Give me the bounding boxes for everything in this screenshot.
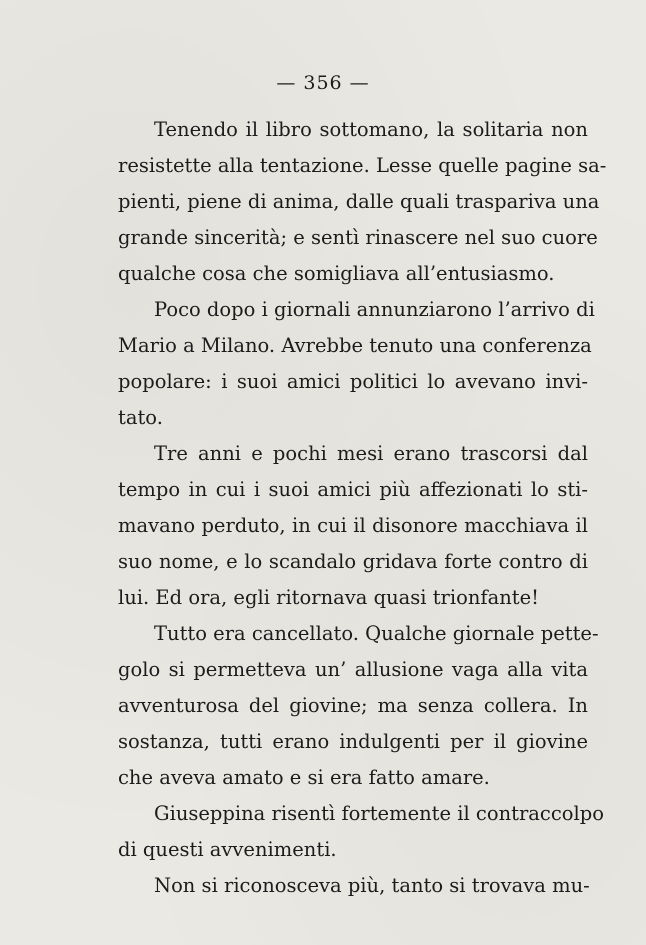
text-line: qualche cosa che somigliava all’entusiasmo. <box>118 262 555 285</box>
text-line: avventurosa del giovine; ma senza collera. In <box>118 694 588 717</box>
text-line: che aveva amato e si era fatto amare. <box>118 766 490 789</box>
text-line: tato. <box>118 406 163 429</box>
text-line: sostanza, tutti erano indulgenti per il giovine <box>118 730 588 753</box>
text-line: mavano perduto, in cui il disonore macchiava il <box>118 514 588 537</box>
page-number: — 356 — <box>276 72 370 94</box>
text-line: Non si riconosceva più, tanto si trovava mu- <box>154 874 590 897</box>
text-line: Tutto era cancellato. Qualche giornale pette- <box>154 622 599 645</box>
text-line: popolare: i suoi amici politici lo avevano invi- <box>118 370 588 393</box>
text-line: Tenendo il libro sottomano, la solitaria non <box>154 118 588 141</box>
text-line: suo nome, e lo scandalo gridava forte contro di <box>118 550 588 573</box>
text-line: resistette alla tentazione. Lesse quelle pagine sa- <box>118 154 607 177</box>
text-line: Poco dopo i giornali annunziarono l’arrivo di <box>154 298 595 321</box>
text-line: golo si permetteva un’ allusione vaga alla vita <box>118 658 588 681</box>
text-line: Giuseppina risentì fortemente il contraccolpo <box>154 802 604 825</box>
text-line: Tre anni e pochi mesi erano trascorsi dal <box>154 442 588 465</box>
text-line: tempo in cui i suoi amici più affezionati lo sti- <box>118 478 588 501</box>
text-line: pienti, piene di anima, dalle quali traspariva una <box>118 190 600 213</box>
text-line: lui. Ed ora, egli ritornava quasi trionfante! <box>118 586 540 609</box>
text-line: di questi avvenimenti. <box>118 838 337 861</box>
text-line: Mario a Milano. Avrebbe tenuto una conferenza <box>118 334 592 357</box>
body-text <box>118 112 607 904</box>
text-line: grande sincerità; e sentì rinascere nel suo cuore <box>118 226 598 249</box>
